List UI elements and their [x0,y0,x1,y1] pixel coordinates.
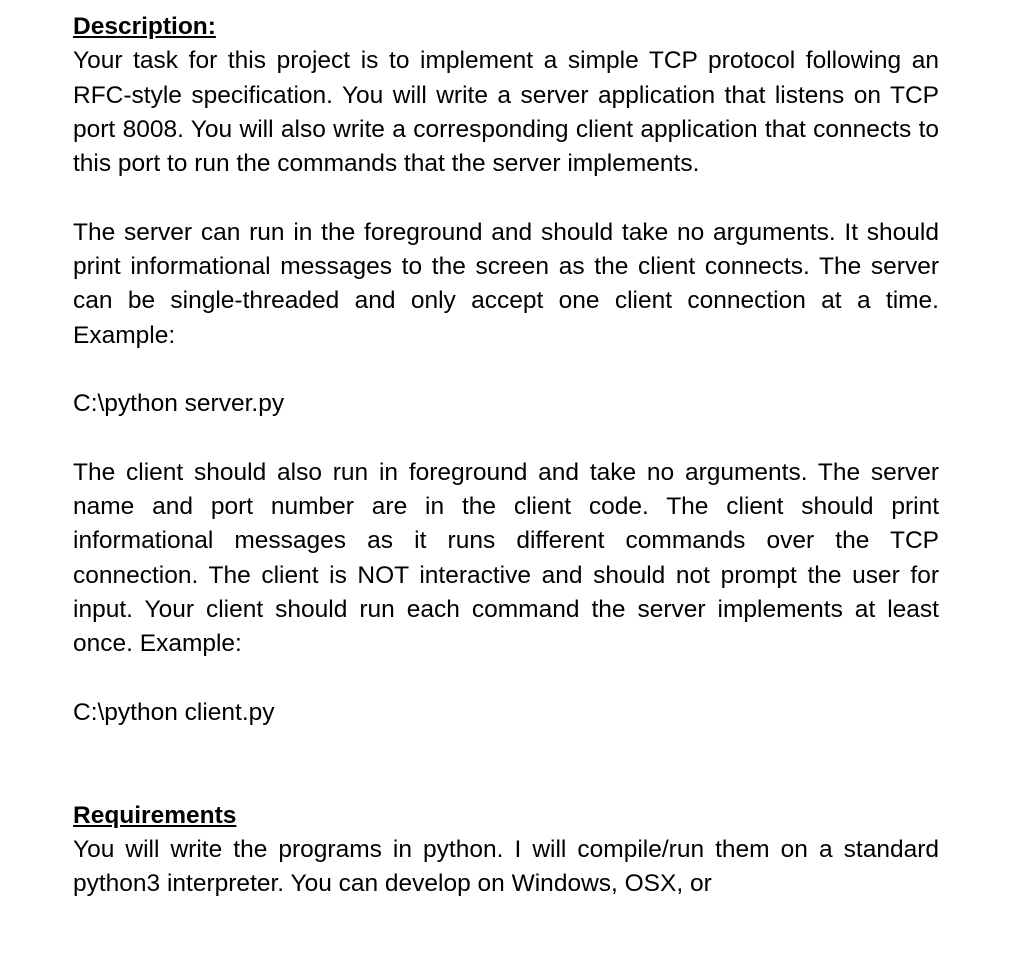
spacer [73,422,939,456]
requirements-heading: Requirements [73,801,237,829]
spacer [73,353,939,387]
requirements-paragraph: You will write the programs in python. I will compile/run them on a standard python3 interpreter. You can develop on Windows, OSX, or [73,836,939,898]
client-paragraph: The client should also run in foreground and take no arguments. The server name and port number are in the client code. The client should print informational messages as it runs different commands over the TCP connection. The client is NOT interactive and should not prompt the user for input. Your client should run each command the server implements at least once. Example: [73,458,939,658]
description-paragraph: Your task for this project is to implement a simple TCP protocol following an RFC-style specification. You will write a server application that listens on TCP port 8008. You will also write a corresponding client application that connects to this port to run the commands that the server implements. [73,47,939,178]
server-paragraph: The server can run in the foreground and should take no arguments. It should print informational messages to the screen as the client connects. The server can be single-threaded and only accept one client connection at a time. Example: [73,218,939,349]
client-example: C:\python client.py [73,698,275,726]
spacer [73,662,939,696]
spacer [73,730,939,799]
document-page [73,10,939,902]
spacer [73,181,939,215]
description-heading: Description: [73,13,216,40]
server-example: C:\python server.py [73,390,285,418]
